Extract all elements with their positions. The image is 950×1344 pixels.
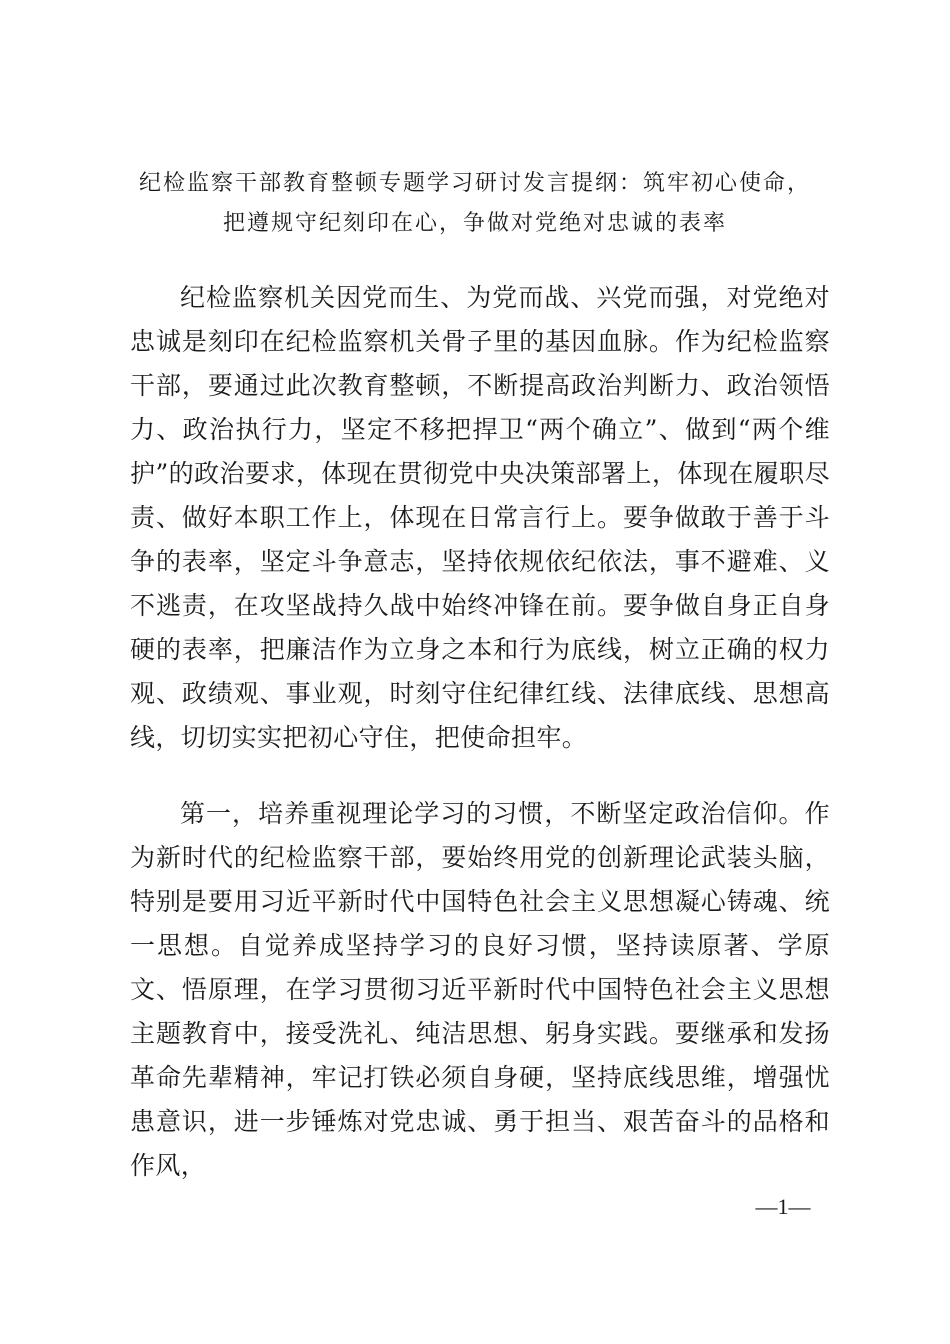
title-line-2: 把遵规守纪刻印在心，争做对党绝对忠诚的表率 — [222, 211, 727, 236]
body-paragraph-1: 纪检监察机关因党而生、为党而战、兴党而强，对党绝对忠诚是刻印在纪检监察机关骨子里的基因血脉。作为纪检监察干部，要通过此次教育整顿，不断提高政治判断力、政治领悟力、政治执行力，坚定不移把捍卫“两个确立”、做到“两个维护”的政治要求，体现在贯彻党中央决策部署上，体现在履职尽责、做好本职工作上，体现在日常言行上。要争做敢于善于斗争的表率，坚定斗争意志，坚持依规依纪依法，事不避难、义不逃责，在攻坚战持久战中始终冲锋在前。要争做自身正自身硬的表率，把廉洁作为立身之本和行为底线，树立正确的权力观、政绩观、事业观，时刻守住纪律红线、法律底线、思想高线，切切实实把初心守住，把使命担牢。 — [130, 283, 830, 752]
page-number: —1— — [755, 1194, 811, 1219]
body-paragraph-2: 第一，培养重视理论学习的习惯，不断坚定政治信仰。作为新时代的纪检监察干部，要始终用党的创新理论武装头脑，特别是要用习近平新时代中国特色社会主义思想凝心铸魂、统一思想。自觉养成坚持学习的良好习惯，坚持读原著、学原文、悟原理，在学习贯彻习近平新时代中国特色社会主义思想主题教育中，接受洗礼、纯洁思想、躬身实践。要继承和发扬革命先辈精神，牢记打铁必须自身硬，坚持底线思维，增强忧患意识，进一步锤炼对党忠诚、勇于担当、艰苦奋斗的品格和作风， — [130, 799, 830, 1180]
title-line-1: 纪检监察干部教育整顿专题学习研讨发言提纲：筑牢初心使命， — [138, 171, 811, 196]
